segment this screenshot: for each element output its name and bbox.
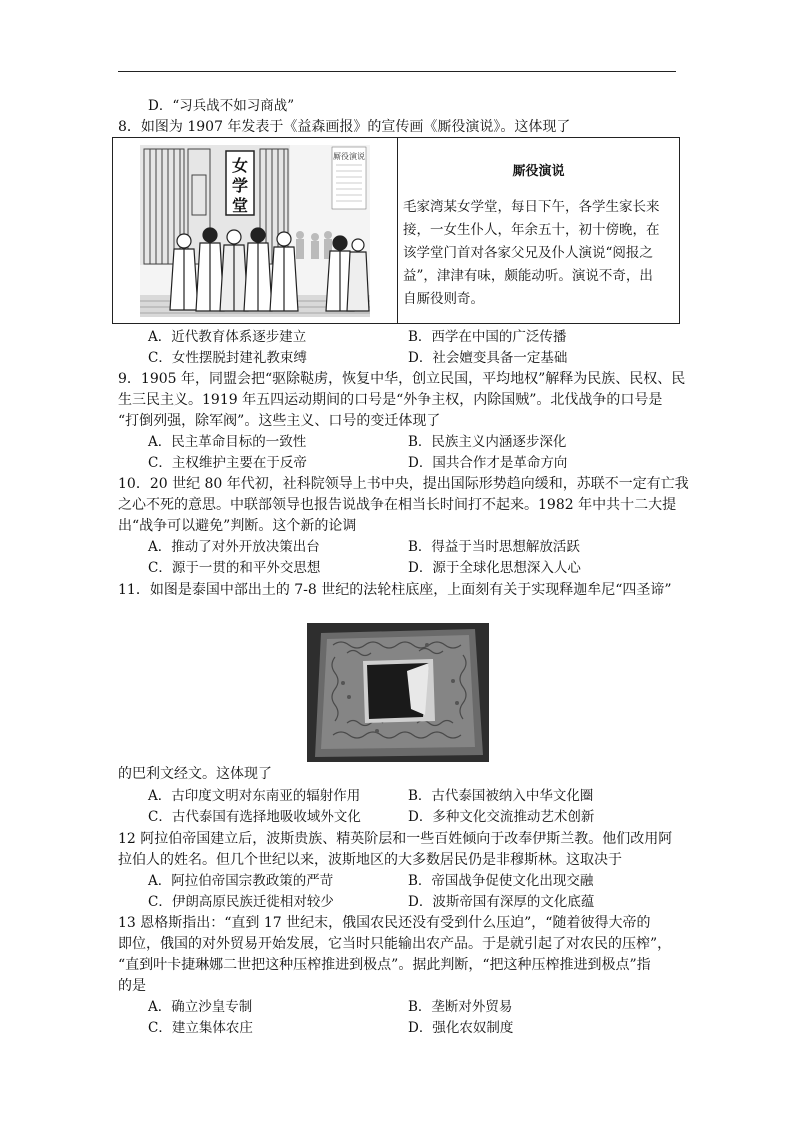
- header-rule: [118, 71, 676, 72]
- q8-illustration-drawing: [140, 145, 370, 317]
- q12-option-b: B．帝国战争促使文化出现交融: [408, 873, 594, 889]
- q8-box-text: [403, 196, 673, 311]
- q12-stem-line: 12 阿拉伯帝国建立后，波斯贵族、精英阶层和一些百姓倾向于改奉伊斯兰教。他们改用阿: [118, 831, 673, 847]
- q10-option-d: D．源于全球化思想深入人心: [408, 560, 581, 576]
- q8-box-line: 接，一女生仆人，年余五十，初十傍晚，在: [403, 222, 660, 238]
- q13-stem-line: 13 恩格斯指出：“直到 17 世纪末，俄国农民还没有受到什么压迫”，“随着彼得大帝的: [118, 915, 651, 931]
- q8-sign-char-1: 女: [231, 156, 249, 175]
- q8-illustration: [140, 145, 370, 317]
- q9-stem-line: 9．1905 年，同盟会把“驱除鞑虏，恢复中华，创立民国，平均地权”解释为民族、民权、民: [118, 371, 686, 387]
- q8-option-a: A．近代教育体系逐步建立: [148, 329, 307, 345]
- q8-sign-char-2: 学: [231, 176, 249, 195]
- q11-stem-line: 的巴利文经文。这体现了: [118, 766, 272, 782]
- q8-box-title: 厮役演说: [512, 164, 565, 179]
- q8-box-line: 益”，津津有味，颇能动听。演说不奇，出: [403, 268, 653, 284]
- q11-option-d: D．多种文化交流推动艺术创新: [408, 809, 595, 825]
- q11-option-c: C．古代泰国有选择地吸收域外文化: [148, 809, 361, 825]
- q11-photo-drawing: [307, 623, 489, 762]
- q8-box-line: 毛家湾某女学堂，每日下午，各学生家长来: [403, 199, 660, 215]
- q10-option-c: C．源于一贯的和平外交思想: [148, 560, 321, 576]
- q8-option-c: C．女性摆脱封建礼教束缚: [148, 350, 307, 366]
- q9-stem-line: “打倒列强，除军阀”。这些主义、口号的变迁体现了: [118, 413, 441, 429]
- q10-option-a: A．推动了对外开放决策出台: [148, 539, 320, 555]
- q7-option-d: D．“习兵战不如习商战”: [148, 98, 295, 114]
- q13-option-c: C．建立集体农庄: [148, 1020, 253, 1036]
- q8-figure-table: [112, 137, 680, 324]
- q11-option-a: A．古印度文明对东南亚的辐射作用: [148, 788, 361, 804]
- q8-box-line: 自厮役则奇。: [403, 291, 484, 307]
- q10-stem-line: 出“战争可以避免”判断。这个新的论调: [118, 518, 357, 534]
- q9-option-a: A．民主革命目标的一致性: [148, 434, 307, 450]
- q13-option-d: D．强化农奴制度: [408, 1020, 514, 1036]
- q13-stem-line: “直到叶卡捷琳娜二世把这种压榨推进到极点”。据此判断，“把这种压榨推进到极点”指: [118, 957, 651, 973]
- q9-stem-line: 生三民主义。1919 年五四运动期间的口号是“外争主权，内除国贼”。北伐战争的口号是: [118, 392, 663, 408]
- q13-option-b: B．垄断对外贸易: [408, 999, 513, 1015]
- q10-stem-line: 之心不死的意思。中联部领导也报告说战争在相当长时间打不起来。1982 年中共十二大提: [118, 497, 677, 513]
- q8-stem: 8．如图为 1907 年发表于《益森画报》的宣传画《厮役演说》。这体现了: [118, 119, 571, 135]
- q8-illus-caption: 厮役演说: [333, 152, 365, 161]
- q12-option-a: A．阿拉伯帝国宗教政策的严苛: [148, 873, 334, 889]
- q9-option-b: B．民族主义内涵逐步深化: [408, 434, 567, 450]
- q9-option-c: C．主权维护主要在于反帝: [148, 455, 307, 471]
- q12-option-c: C．伊朗高原民族迁徙相对较少: [148, 894, 334, 910]
- q8-box-line: 该学堂门首对各家父兄及仆人演说“阅报之: [403, 245, 653, 261]
- q13-stem-line: 即位，俄国的对外贸易开始发展，它当时只能输出农产品。于是就引起了对农民的压榨”，: [118, 936, 672, 952]
- q11-stem-line: 11．如图是泰国中部出土的 7-8 世纪的法轮柱底座，上面刻有关于实现释迦牟尼“四圣谛”: [118, 582, 672, 598]
- q10-option-b: B．得益于当时思想解放活跃: [408, 539, 580, 555]
- q11-option-b: B．古代泰国被纳入中华文化圈: [408, 788, 594, 804]
- q11-dharma-wheel-base-photo: [307, 623, 489, 762]
- q8-sign-char-3: 堂: [231, 196, 249, 215]
- q13-stem-line: 的是: [118, 978, 146, 994]
- q10-stem-line: 10．20 世纪 80 年代初，社科院领导上书中央，提出国际形势趋向缓和，苏联不一定有亡我: [118, 476, 689, 492]
- q13-option-a: A．确立沙皇专制: [148, 999, 253, 1015]
- q8-option-b: B．西学在中国的广泛传播: [408, 329, 567, 345]
- q8-option-d: D．社会嬗变具备一定基础: [408, 350, 568, 366]
- q9-option-d: D．国共合作才是革命方向: [408, 455, 568, 471]
- q12-stem-line: 拉伯人的姓名。但几个世纪以来，波斯地区的大多数居民仍是非穆斯林。这取决于: [118, 852, 622, 868]
- q12-option-d: D．波斯帝国有深厚的文化底蕴: [408, 894, 595, 910]
